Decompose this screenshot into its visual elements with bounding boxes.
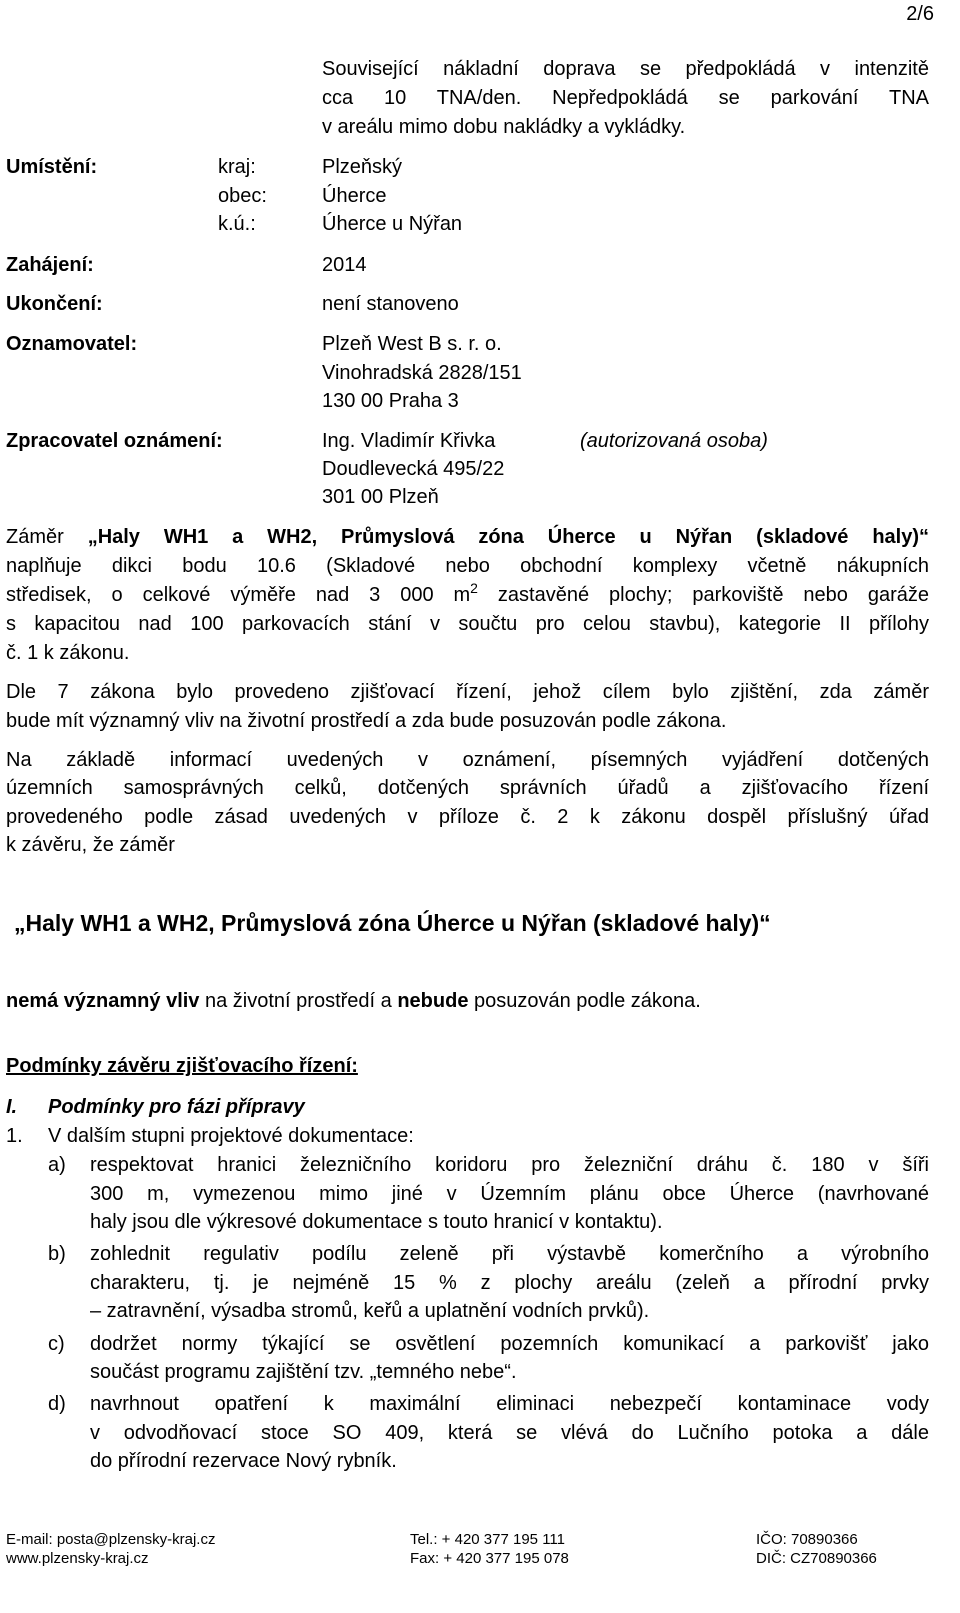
footer-dic: DIČ: CZ70890366 [756, 1550, 877, 1567]
footer-tel: Tel.: + 420 377 195 111 [410, 1531, 565, 1548]
subitem-line: charakteru, tj. je nejméně 15 % z plochy areálu (zeleň a přírodní prvky [90, 1272, 929, 1294]
subitem-letter: c) [48, 1333, 65, 1355]
subitem-letter: d) [48, 1393, 66, 1415]
subitem-line: zohlednit regulativ podílu zeleně při výstavbě komerčního a výrobního [90, 1243, 929, 1265]
processor-label: Zpracovatel oznámení: [6, 430, 223, 452]
section-title: Podmínky pro fázi přípravy [48, 1096, 305, 1118]
footer-fax: Fax: + 420 377 195 078 [410, 1550, 569, 1567]
project-line [6, 580, 929, 606]
item-text: V dalším stupni projektové dokumentace: [48, 1125, 414, 1147]
project-title-line [6, 527, 929, 547]
conclusion-no-impact: nemá významný vliv [6, 990, 200, 1012]
location-label: Umístění: [6, 156, 98, 178]
intro-line: Související nákladní doprava se předpokládá v intenzitě [322, 58, 929, 80]
project-line3b: zastavěné plochy; parkoviště nebo garáže [477, 584, 929, 606]
item-number: 1. [6, 1125, 23, 1147]
processor-note: (autorizovaná osoba) [580, 430, 768, 452]
conclusion-text-end: posuzován podle zákona. [468, 990, 701, 1012]
end-value: není stanoveno [322, 293, 459, 315]
ku-value: Úherce u Nýřan [322, 213, 463, 235]
basis-line: Na základě informací uvedených v oznámení, písemných vyjádření dotčených [6, 749, 929, 771]
subitem-line: v odvodňovací stoce SO 409, která se vlévá do Lučního potoka a dále [90, 1422, 929, 1444]
notifier-line: 130 00 Praha 3 [322, 390, 459, 412]
project-headline: „Haly WH1 a WH2, Průmyslová zóna Úherce u Nýřan (skladové haly)“ [14, 910, 771, 936]
kraj-value: Plzeňský [322, 156, 403, 178]
footer-email[interactable]: E-mail: posta@plzensky-kraj.cz [6, 1531, 216, 1548]
processor-line: Doudlevecká 495/22 [322, 458, 505, 480]
project-prefix: Záměr [6, 526, 88, 548]
page-number: 2/6 [906, 3, 934, 25]
end-label: Ukončení: [6, 293, 103, 315]
kraj-label: kraj: [218, 156, 256, 178]
subitem-line: haly jsou dle výkresové dokumentace s touto hranicí v kontaktu). [90, 1211, 663, 1233]
basis-line: provedeného podle zásad uvedených v příloze č. 2 k zákonu dospěl příslušný úřad [6, 806, 929, 828]
project-title: „Haly WH1 a WH2, Průmyslová zóna Úherce u Nýřan (skladové haly)“ [87, 526, 929, 548]
start-label: Zahájení: [6, 254, 94, 276]
obec-value: Úherce [322, 185, 387, 207]
section-number: I. [6, 1096, 18, 1118]
subitem-line: součást programu zajištění tzv. „temného nebe“. [90, 1361, 517, 1383]
intro-line: v areálu mimo dobu nakládky a vykládky. [322, 116, 686, 138]
notifier-label: Oznamovatel: [6, 333, 138, 355]
project-line3a: středisek, o celkové výměře nad 3 000 m [6, 584, 471, 606]
footer-ico: IČO: 70890366 [756, 1531, 858, 1548]
basis-line: k závěru, že záměr [6, 834, 175, 856]
subitem-line: do přírodní rezervace Nový rybník. [90, 1450, 397, 1472]
notifier-line: Vinohradská 2828/151 [322, 362, 522, 384]
subitem-line: navrhnout opatření k maximální eliminaci nebezpečí kontaminace vody [90, 1393, 929, 1415]
project-line: s kapacitou nad 100 parkovacích stání v součtu pro celou stavbu), kategorie II přílohy [6, 613, 929, 635]
intro-line: cca 10 TNA/den. Nepředpokládá se parkování TNA [322, 87, 929, 109]
subitem-letter: b) [48, 1243, 66, 1265]
conditions-heading: Podmínky závěru zjišťovacího řízení: [6, 1055, 358, 1077]
notifier-line: Plzeň West B s. r. o. [322, 333, 502, 355]
ku-label: k.ú.: [218, 213, 256, 235]
subitem-line: 300 m, vymezenou mimo jiné v Územním plánu obce Úherce (navrhované [90, 1183, 929, 1205]
processor-line: Ing. Vladimír Křivka [322, 430, 496, 452]
subitem-line: dodržet normy týkající se osvětlení pozemních komunikací a parkovišť jako [90, 1333, 929, 1355]
conclusion [6, 991, 701, 1011]
subitem-line: – zatravnění, výsadba stromů, keřů a uplatnění vodních prvků). [90, 1300, 650, 1322]
superscript-2: 2 [470, 580, 478, 596]
procedure-line: bude mít významný vliv na životní prostředí a zda bude posuzován podle zákona. [6, 710, 727, 732]
procedure-line: Dle 7 zákona bylo provedeno zjišťovací řízení, jehož cílem bylo zjištění, zda záměr [6, 681, 929, 703]
subitem-line: respektovat hranici železničního koridoru pro železniční dráhu č. 180 v šíři [90, 1154, 929, 1176]
conclusion-text: na životní prostředí a [199, 990, 398, 1012]
start-value: 2014 [322, 254, 367, 276]
conclusion-not-assessed: nebude [397, 990, 469, 1012]
basis-line: územních samosprávných celků, dotčených správních úřadů a zjišťovacího řízení [6, 777, 929, 799]
processor-line: 301 00 Plzeň [322, 486, 439, 508]
project-line: č. 1 k zákonu. [6, 642, 130, 664]
subitem-letter: a) [48, 1154, 66, 1176]
footer-web[interactable]: www.plzensky-kraj.cz [6, 1550, 149, 1567]
project-line: naplňuje dikci bodu 10.6 (Skladové nebo obchodní komplexy včetně nákupních [6, 555, 929, 577]
obec-label: obec: [218, 185, 267, 207]
